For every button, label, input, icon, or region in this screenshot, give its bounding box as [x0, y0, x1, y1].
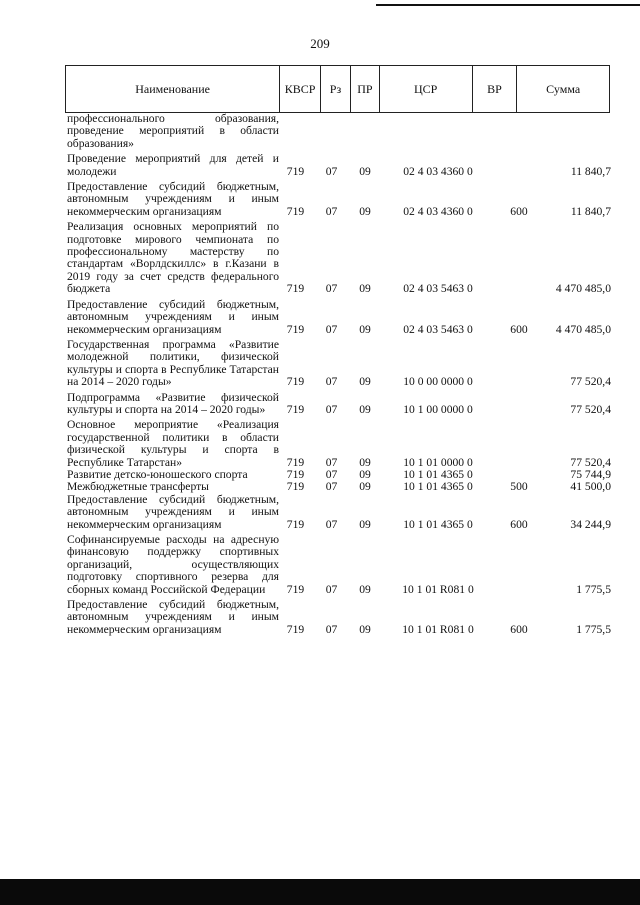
- row-rz: 07: [325, 164, 338, 178]
- row-csr: [379, 113, 497, 150]
- row-vr: [497, 534, 541, 596]
- row-vr: 600: [510, 204, 528, 218]
- row-name: профессионального образования, проведение мероприятий в области образования»: [67, 112, 279, 150]
- row-sum: 77 520,4: [570, 402, 611, 416]
- row-pr: 09: [359, 467, 371, 481]
- row-pr: 09: [359, 622, 371, 636]
- row-csr: 10 1 00 0000 0: [403, 402, 473, 416]
- row-kvsr: 719: [286, 204, 305, 218]
- table-row: [67, 221, 611, 295]
- row-name: Основное мероприятие «Реализация государственной политики в области физической культуры и спорта в Республике Татарстан»: [67, 418, 279, 469]
- row-kvsr: 719: [286, 480, 305, 494]
- row-vr: [497, 221, 541, 295]
- row-sum: 77 520,4: [570, 455, 611, 469]
- row-pr: 09: [359, 517, 371, 531]
- table-row: [67, 419, 611, 469]
- row-pr: 09: [359, 480, 371, 494]
- top-rule: [376, 4, 640, 6]
- header-sum: Сумма: [546, 81, 581, 96]
- row-rz: 07: [325, 455, 338, 469]
- table-body: [67, 113, 611, 636]
- row-vr: 500: [510, 480, 528, 494]
- table-row: [67, 113, 611, 150]
- row-sum: 75 744,9: [570, 467, 611, 481]
- row-sum: 41 500,0: [570, 480, 611, 494]
- row-sum: 4 470 485,0: [555, 282, 611, 296]
- row-rz: 07: [325, 517, 338, 531]
- row-vr: [497, 113, 541, 150]
- table-row: [67, 299, 611, 336]
- header-rz: Рз: [321, 66, 351, 112]
- row-name: Подпрограмма «Развитие физической культуры и спорта на 2014 – 2020 годы»: [67, 390, 279, 416]
- row-rz: 07: [325, 622, 338, 636]
- header-name: Наименование: [66, 66, 280, 112]
- row-csr: 10 1 01 4365 0: [403, 480, 473, 494]
- row-pr: 09: [359, 402, 371, 416]
- page-number: 209: [310, 36, 330, 51]
- row-csr: 10 1 01 R081 0: [402, 622, 474, 636]
- row-vr: 600: [510, 517, 528, 531]
- table-row: [67, 153, 611, 178]
- row-csr: 10 1 01 0000 0: [403, 455, 473, 469]
- row-rz: 07: [325, 282, 338, 296]
- row-rz: 07: [325, 322, 338, 336]
- row-kvsr: 719: [286, 322, 305, 336]
- row-csr: 02 4 03 5463 0: [403, 322, 473, 336]
- bottom-scan-edge: [0, 879, 640, 905]
- row-csr: 02 4 03 4360 0: [403, 164, 473, 178]
- table-row: [67, 481, 611, 493]
- row-pr: 09: [359, 322, 371, 336]
- row-vr: [497, 392, 541, 417]
- row-name: Предоставление субсидий бюджетным, автономным учреждениям и иным некоммерческим организациям: [67, 180, 279, 218]
- row-kvsr: 719: [286, 375, 305, 389]
- table-row: [67, 534, 611, 596]
- row-pr: 09: [359, 164, 371, 178]
- row-csr: 10 1 01 4365 0: [403, 517, 473, 531]
- row-csr: 10 0 00 0000 0: [403, 375, 473, 389]
- row-name: Предоставление субсидий бюджетным, автономным учреждениям и иным некоммерческим организациям: [67, 297, 279, 336]
- row-pr: [351, 113, 379, 150]
- row-name: Государственная программа «Развитие молодежной политики, физической культуры и спорта в Республике Татарстан на 2014 – 2020 годы»: [67, 337, 279, 389]
- row-kvsr: 719: [286, 164, 305, 178]
- row-pr: 09: [359, 204, 371, 218]
- row-vr: 600: [510, 622, 528, 636]
- row-sum: 4 470 485,0: [555, 322, 611, 336]
- row-rz: 07: [325, 467, 338, 481]
- row-sum: 34 244,9: [570, 517, 611, 531]
- row-sum: 1 775,5: [576, 582, 611, 596]
- row-rz: 07: [325, 402, 338, 416]
- row-sum: 77 520,4: [570, 375, 611, 389]
- table-row: [67, 599, 611, 636]
- table-row: [67, 392, 611, 417]
- row-sum: 1 775,5: [576, 622, 611, 636]
- row-sum: [541, 113, 611, 150]
- row-vr: [497, 153, 541, 178]
- row-rz: 07: [325, 204, 338, 218]
- row-kvsr: 719: [286, 455, 305, 469]
- row-rz: 07: [325, 582, 338, 596]
- table-row: [67, 181, 611, 218]
- row-kvsr: 719: [286, 282, 305, 296]
- table-row: [67, 339, 611, 389]
- row-vr: [497, 419, 541, 469]
- row-name: Реализация основных мероприятий по подготовке мирового чемпионата по профессиональному мастерству по стандартам «Ворлдскиллс» в г.Казани в 2019 году за счет средств федерального бюджета: [67, 220, 279, 296]
- row-name: Проведение мероприятий для детей и молодежи: [67, 152, 279, 178]
- row-name: Софинансируемые расходы на адресную финансовую поддержку спортивных организаций, осуществляющих подготовку спортивного резерва для сборных команд Российской Федерации: [67, 533, 279, 596]
- row-sum: 11 840,7: [570, 164, 611, 178]
- row-rz: [312, 113, 351, 150]
- row-kvsr: 719: [286, 402, 305, 416]
- row-kvsr: 719: [286, 582, 305, 596]
- row-name: Межбюджетные трансферты: [67, 480, 209, 494]
- row-pr: 09: [359, 455, 371, 469]
- row-name: Предоставление субсидий бюджетным, автономным учреждениям и иным некоммерческим организациям: [67, 598, 279, 636]
- row-csr: 10 1 01 4365 0: [403, 467, 473, 481]
- row-name: Предоставление субсидий бюджетным, автономным учреждениям и иным некоммерческим организациям: [67, 492, 279, 531]
- row-csr: 02 4 03 4360 0: [403, 204, 473, 218]
- row-kvsr: [279, 113, 312, 150]
- table-header: [65, 65, 610, 113]
- row-name: Развитие детско-юношеского спорта: [67, 467, 248, 481]
- row-rz: 07: [325, 480, 338, 494]
- row-kvsr: 719: [286, 517, 305, 531]
- row-pr: 09: [359, 375, 371, 389]
- row-csr: 02 4 03 5463 0: [403, 282, 473, 296]
- table-row: [67, 494, 611, 531]
- row-csr: 10 1 01 R081 0: [402, 582, 474, 596]
- header-pr: ПР: [351, 66, 380, 112]
- header-kvsr: КВСР: [280, 66, 321, 112]
- header-vr: ВР: [473, 66, 518, 112]
- row-vr: [497, 339, 541, 389]
- row-rz: 07: [325, 375, 338, 389]
- row-kvsr: 719: [286, 467, 305, 481]
- header-csr: ЦСР: [380, 66, 473, 112]
- row-pr: 09: [359, 282, 371, 296]
- row-vr: 600: [510, 322, 528, 336]
- row-pr: 09: [359, 582, 371, 596]
- row-sum: 11 840,7: [570, 204, 611, 218]
- row-kvsr: 719: [286, 622, 305, 636]
